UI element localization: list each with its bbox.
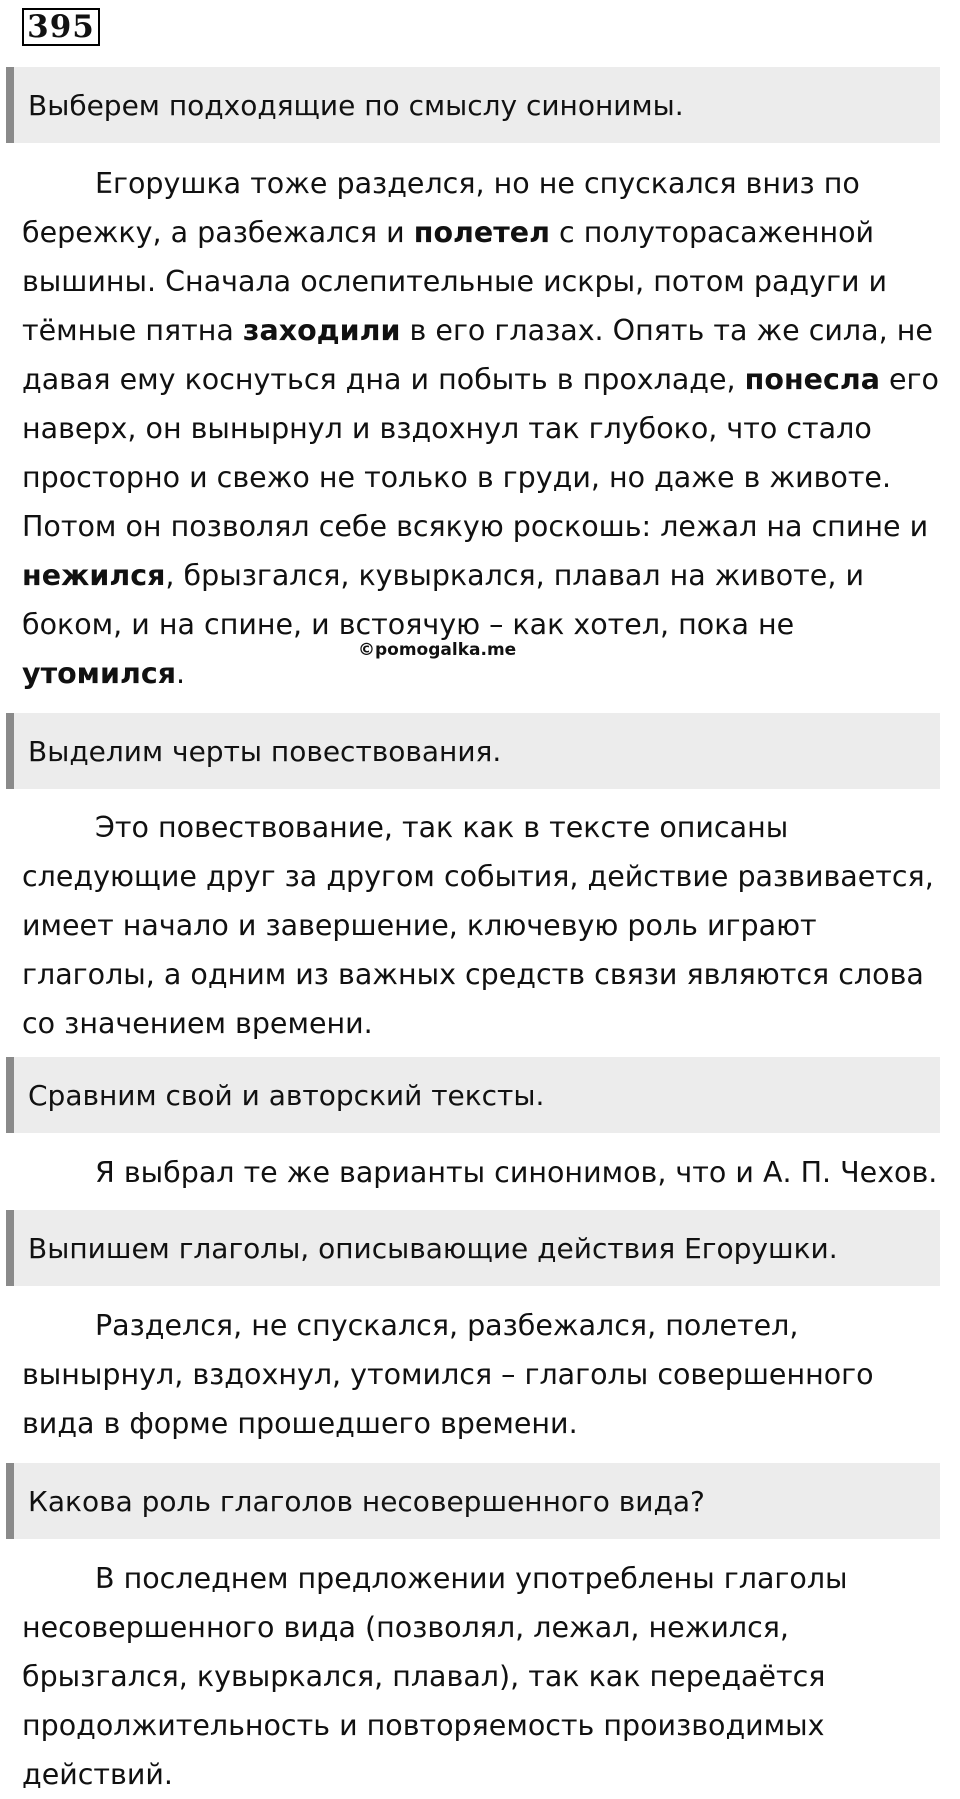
text-run: вида в форме прошедшего времени. (22, 1407, 578, 1440)
text-line (22, 208, 960, 257)
text-line (22, 1652, 960, 1701)
text-run: боком, и на спине, и встоячую – как хотел, пока не (22, 608, 795, 641)
text-run: Потом он позволял себе всякую роскошь: лежал на спине и (22, 510, 929, 543)
text-line (22, 852, 960, 901)
text-run: вышины. Сначала ослепительные искры, потом радуги и (22, 265, 888, 298)
text-line (22, 1301, 960, 1350)
highlighted-word: нежился (22, 559, 166, 592)
section-heading-4: Выпишем глаголы, описывающие действия Егорушки. (6, 1210, 940, 1286)
text-run: просторно и свежо не только в груди, но даже в животе. (22, 461, 892, 494)
text-run: наверх, он вынырнул и вздохнул так глубоко, что стало (22, 412, 872, 445)
highlighted-word: заходили (242, 314, 401, 347)
text-line (22, 1350, 960, 1399)
text-line (22, 306, 960, 355)
text-run: . (176, 657, 186, 690)
text-line (22, 1701, 960, 1750)
text-line (22, 551, 960, 600)
task-number: 395 (22, 8, 100, 46)
text-run: вынырнул, вздохнул, утомился – глаголы совершенного (22, 1358, 874, 1391)
text-run: тёмные пятна (22, 314, 243, 347)
section-text-3 (22, 1148, 960, 1197)
section-heading-3: Сравним свой и авторский тексты. (6, 1057, 940, 1133)
text-line (22, 901, 960, 950)
text-run: имеет начало и завершение, ключевую роль играют (22, 909, 817, 942)
text-run: Егорушка тоже разделся, но не спускался вниз по (95, 167, 860, 200)
watermark: ©pomogalka.me (358, 640, 517, 660)
section-heading-1: Выберем подходящие по смыслу синонимы. (6, 67, 940, 143)
text-run: его (879, 363, 939, 396)
text-run: Это повествование, так как в тексте описаны (95, 811, 789, 844)
text-line (22, 502, 960, 551)
text-run: бережку, а разбежался и (22, 216, 414, 249)
text-line (22, 453, 960, 502)
text-run: с полуторасаженной (549, 216, 875, 249)
text-line (22, 404, 960, 453)
text-run: Я выбрал те же варианты синонимов, что и А. П. Чехов. (95, 1156, 938, 1189)
text-run: , брызгался, кувыркался, плавал на животе, и (165, 559, 864, 592)
section-heading-2: Выделим черты повествования. (6, 713, 940, 789)
text-run: Разделся, не спускался, разбежался, полетел, (95, 1309, 799, 1342)
section-text-1 (22, 159, 960, 698)
text-line (22, 257, 960, 306)
highlighted-word: понесла (744, 363, 880, 396)
highlighted-word: полетел (413, 216, 550, 249)
text-line (22, 355, 960, 404)
text-run: со значением времени. (22, 1007, 373, 1040)
text-run: брызгался, кувыркался, плавал), так как передаётся (22, 1660, 826, 1693)
highlighted-word: утомился (22, 657, 177, 690)
text-line (22, 1554, 960, 1603)
text-run: В последнем предложении употреблены глаголы (95, 1562, 848, 1595)
text-line (22, 1603, 960, 1652)
section-text-5 (22, 1554, 960, 1799)
section-text-2 (22, 803, 960, 1048)
section-text-4 (22, 1301, 960, 1448)
text-run: продолжительность и повторяемость производимых (22, 1709, 825, 1742)
text-run: действий. (22, 1758, 173, 1791)
text-run: глаголы, а одним из важных средств связи являются слова (22, 958, 924, 991)
section-heading-5: Какова роль глаголов несовершенного вида? (6, 1463, 940, 1539)
text-line (22, 950, 960, 999)
text-line (22, 999, 960, 1048)
text-line (22, 803, 960, 852)
text-line (22, 159, 960, 208)
text-run: в его глазах. Опять та же сила, не (400, 314, 933, 347)
text-line (22, 1399, 960, 1448)
text-run: следующие друг за другом события, действие развивается, (22, 860, 934, 893)
text-run: давая ему коснуться дна и побыть в прохладе, (22, 363, 745, 396)
text-run: несовершенного вида (позволял, лежал, нежился, (22, 1611, 789, 1644)
text-line (22, 1750, 960, 1799)
text-line (22, 1148, 960, 1197)
